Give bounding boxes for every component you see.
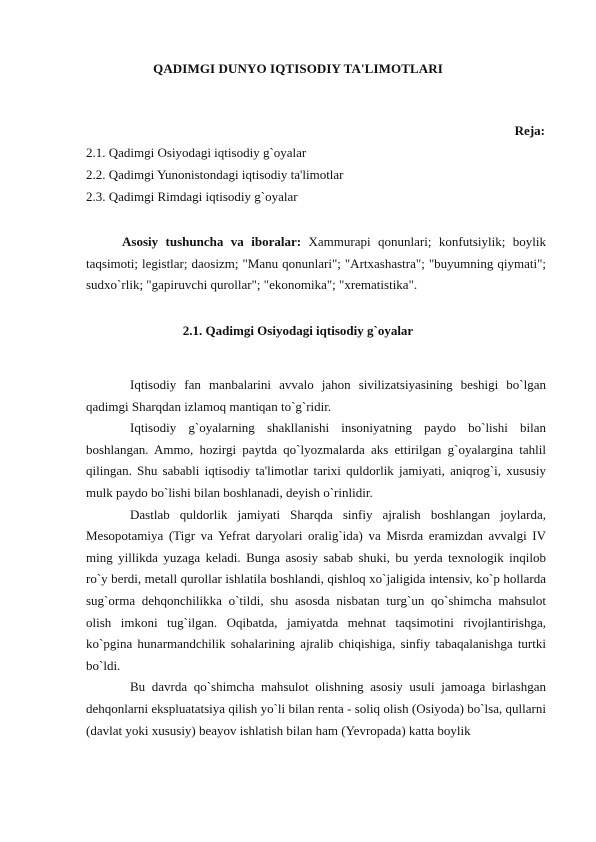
plan-item: 2.2. Qadimgi Yunonistondagi iqtisodiy ta'limotlar bbox=[86, 167, 344, 182]
body-paragraph: Bu davrda qo`shimcha mahsulot olishning asosiy usuli jamoaga birlashgan dehqonlarni ekspluatatsiya qilish yo`li bilan renta - soliq olish (Osiyoda) bo`lsa, qullarni (davlat yoki xususiy) beayov ishlatish bilan ham (Yevropada) katta boylik bbox=[86, 679, 546, 738]
body-paragraph: Iqtisodiy fan manbalarini avvalo jahon sivilizatsiyasining beshigi bo`lgan qadimgi Sharqdan izlamoq mantiqan to`g`ridir. bbox=[86, 377, 546, 414]
section-heading: 2.1. Qadimgi Osiyodagi iqtisodiy g`oyalar bbox=[182, 323, 414, 338]
plan-list bbox=[86, 145, 344, 211]
document-title: QADIMGI DUNYO IQTISODIY TA'LIMOTLARI bbox=[153, 61, 443, 76]
keywords-paragraph bbox=[86, 231, 546, 296]
keywords-label: Asosiy tushuncha va iboralar: bbox=[122, 234, 302, 249]
plan-item: 2.1. Qadimgi Osiyodagi iqtisodiy g`oyalar bbox=[86, 145, 307, 160]
keywords-text: Xammurapi qonunlari; konfutsiylik; boylik taqsimoti; legistlar; daosizm; "Manu qonunlari"; "Artxashastra"; "buyumning qiymati"; sudxo`rlik; "gapiruvchi qurollar"; "ekonomika"; "xrematistika". bbox=[86, 234, 547, 292]
body-paragraph: Dastlab quldorlik jamiyati Sharqda sinfiy ajralish boshlangan joylarda, Mesopotamiya (Tigr va Yefrat daryolari oralig`ida) va Misrda eramizdan avvalgi IV ming yillikda yuzaga keladi. Bunga asosiy sabab shuki, bu yerda texnologik inqilob ro`y berdi, metall qurollar ishlatila boshlandi, qishloq xo`jaligida intensiv, ko`p hollarda sug`orma dehqonchilikka o`tildi, shu asosda nisbatan turg`un qo`shimcha mahsulot olish imkoni tug`ilgan. Oqibatda, jamiyatda mehnat taqsimotini rivojlantirishga, ko`pgina hunarmandchilik sohalarining ajralib chiqishiga, sinfiy tabaqalanishga turtki bo`ldi. bbox=[86, 506, 546, 673]
body-paragraph: Iqtisodiy g`oyalarning shakllanishi insoniyatning paydo bo`lishi bilan boshlangan. Ammo, hozirgi paytda qo`lyozmalarda aks ettirilgan g`oyalargina tahlil qilingan. Shu sababli iqtisodiy ta'limotlar tarixi quldorlik jamiyati, aniqrog`i, xususiy mulk paydo bo`lishi bilan boshlanadi, deyish o`rinlidir. bbox=[86, 420, 546, 500]
plan-heading: Reja: bbox=[514, 123, 545, 138]
plan-item: 2.3. Qadimgi Rimdagi iqtisodiy g`oyalar bbox=[86, 189, 298, 204]
section-body bbox=[86, 374, 546, 741]
